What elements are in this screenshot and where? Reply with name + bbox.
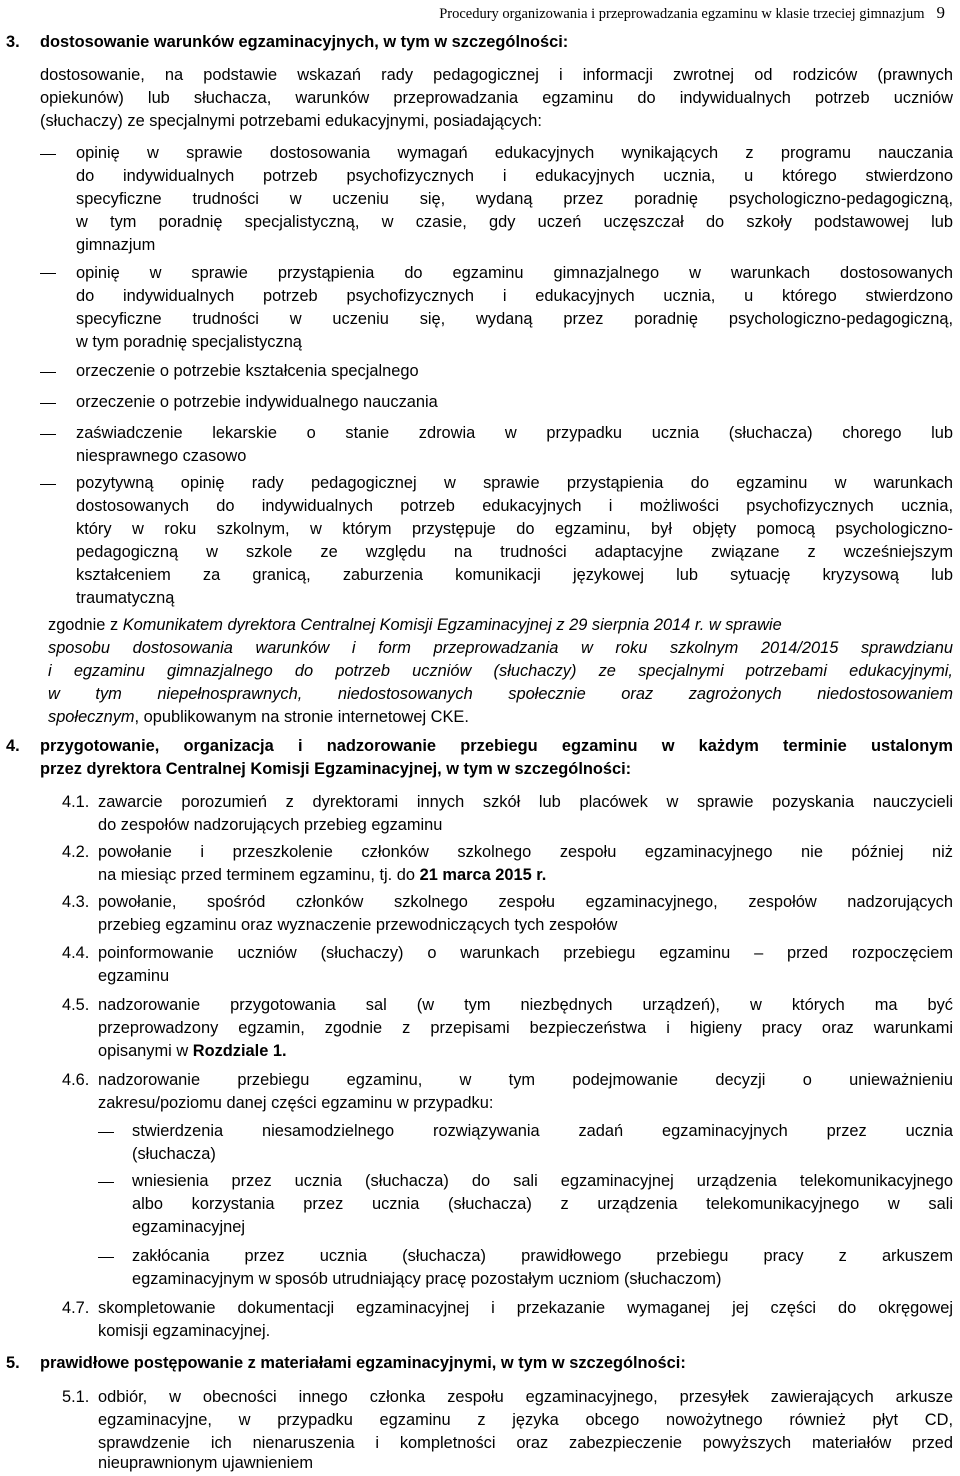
- subsection-text: opisanymi w: [98, 1042, 193, 1060]
- page-number: 9: [936, 3, 945, 22]
- subsection-line: nieuprawnionym ujawnieniem: [98, 1454, 314, 1472]
- communique-title: Komunikatem dyrektora Centralnej Komisji Egzaminacyjnej z 29 sierpnia 2014 r.: [122, 616, 705, 634]
- item-line: specyficzne trudności w uczeniu się, wydaną przez poradnię psychologiczno-pedagogiczną,: [76, 310, 953, 328]
- closing-text: w sprawie: [708, 616, 782, 634]
- item-line: w tym poradnię specjalistyczną, w czasie, gdy uczeń uczęszczał do szkoły podstawowej lub: [76, 213, 953, 231]
- closing-line-5: [48, 706, 469, 730]
- subsection-line: skompletowanie dokumentacji egzaminacyjnej i przekazanie wymaganej jej części do okręgowej: [98, 1299, 953, 1317]
- closing-text: , opublikowanym na stronie internetowej CKE.: [134, 708, 469, 726]
- dash-bullet: [40, 154, 56, 155]
- section-5-title: prawidłowe postępowanie z materiałami egzaminacyjnymi, w tym w szczególności:: [40, 1354, 686, 1372]
- dash-bullet: [40, 434, 56, 435]
- closing-line: sposobu dostosowania warunków i form przeprowadzania w roku szkolnym 2014/2015 sprawdzianu: [48, 639, 953, 657]
- subsection-line: odbiór, w obecności innego członka zespołu egzaminacyjnego, przesyłek zawierających arkusze: [98, 1388, 953, 1406]
- subsection-number: 4.5.: [62, 996, 90, 1014]
- item-line: opinię w sprawie przystąpienia do egzaminu gimnazjalnego w warunkach dostosowanych: [76, 264, 953, 282]
- item-line: do indywidualnych potrzeb psychofizycznych i edukacyjnych ucznia, u którego stwierdzono: [76, 287, 953, 305]
- subsection-number: 4.2.: [62, 843, 90, 861]
- closing-line-1: [48, 614, 782, 638]
- intro-line: dostosowanie, na podstawie wskazań rady pedagogicznej i informacji zwrotnej od rodziców (prawnych: [40, 66, 953, 84]
- item-line: gimnazjum: [76, 236, 156, 254]
- subsection-line: nadzorowanie przygotowania sal (w tym niezbędnych urządzeń), w których ma być: [98, 996, 953, 1014]
- dash-bullet: [40, 372, 56, 373]
- sub-item-line: wniesienia przez ucznia (słuchacza) do sali egzaminacyjnej urządzenia telekomunikacyjnego: [132, 1172, 953, 1190]
- subsection-text: na miesiąc przed terminem egzaminu, tj. do: [98, 866, 420, 884]
- dash-bullet: [98, 1257, 114, 1258]
- closing-line: w tym niepełnosprawnych, niedostosowanych społecznie oraz zagrożonych niedostosowaniem: [48, 685, 953, 703]
- subsection-number: 4.3.: [62, 893, 90, 911]
- dash-bullet: [98, 1132, 114, 1133]
- item-line: zaświadczenie lekarskie o stanie zdrowia w przypadku ucznia (słuchacza) chorego lub: [76, 424, 953, 442]
- item-line: niesprawnego czasowo: [76, 447, 247, 465]
- sub-item-line: (słuchacza): [132, 1145, 216, 1163]
- closing-line: i egzaminu gimnazjalnego do potrzeb uczniów (słuchaczy) ze specjalnymi potrzebami edukacyjnymi,: [48, 662, 953, 680]
- subsection-line: przeprowadzony egzamin, zgodnie z przepisami bezpieczeństwa i higieny pracy oraz warunkami: [98, 1019, 953, 1037]
- dash-bullet: [40, 484, 56, 485]
- item-line: orzeczenie o potrzebie kształcenia specjalnego: [76, 362, 419, 380]
- item-line: traumatyczną: [76, 589, 175, 607]
- subsection-line: [98, 864, 546, 888]
- item-line: dostosowanych do indywidualnych potrzeb edukacyjnych i możliwości psychofizycznych ucznia,: [76, 497, 953, 515]
- closing-text: społecznym: [48, 708, 135, 726]
- section-5-number: 5.: [6, 1354, 20, 1372]
- sub-item-line: zakłócania przez ucznia (słuchacza) prawidłowego przebiegu pracy z arkuszem: [132, 1247, 953, 1265]
- item-line: pozytywną opinię rady pedagogicznej w sprawie przystąpienia do egzaminu w warunkach: [76, 474, 953, 492]
- subsection-line: [98, 1040, 287, 1064]
- closing-text: zgodnie z: [48, 616, 123, 634]
- item-line: orzeczenie o potrzebie indywidualnego nauczania: [76, 393, 438, 411]
- subsection-number: 4.1.: [62, 793, 90, 811]
- sub-item-line: stwierdzenia niesamodzielnego rozwiązywania zadań egzaminacyjnych przez ucznia: [132, 1122, 953, 1140]
- section-3-title: dostosowanie warunków egzaminacyjnych, w tym w szczególności:: [40, 33, 569, 51]
- item-line: opinię w sprawie dostosowania wymagań edukacyjnych wynikających z programu nauczania: [76, 144, 953, 162]
- subsection-line: sprawdzenie ich nienaruszenia i kompletności oraz zabezpieczenie powyższych materiałów przed: [98, 1434, 953, 1452]
- section-4-number: 4.: [6, 737, 20, 755]
- sub-item-line: egzaminacyjnym w sposób utrudniający pracę pozostałym uczniom (słuchaczom): [132, 1270, 722, 1288]
- subsection-number: 5.1.: [62, 1388, 90, 1406]
- item-line: kształceniem za granicą, zaburzenia komunikacji językowej lub sytuację kryzysową lub: [76, 566, 953, 584]
- deadline-date: 21 marca 2015 r.: [419, 866, 547, 884]
- subsection-line: do zespołów nadzorujących przebieg egzaminu: [98, 816, 443, 834]
- subsection-line: powołanie i przeszkolenie członków szkolnego zespołu egzaminacyjnego nie później niż: [98, 843, 953, 861]
- section-3-number: 3.: [6, 33, 20, 51]
- item-line: pedagogiczną w szkole ze względu na trudności adaptacyjne związane z wcześniejszym: [76, 543, 953, 561]
- section-4-title: przez dyrektora Centralnej Komisji Egzaminacyjnej, w tym w szczególności:: [40, 760, 632, 778]
- subsection-line: nadzorowanie przebiegu egzaminu, w tym podejmowanie decyzji o unieważnieniu: [98, 1071, 953, 1089]
- dash-bullet: [98, 1182, 114, 1183]
- intro-line: opiekunów) lub słuchacza, warunków przeprowadzania egzaminu do indywidualnych potrzeb uczniów: [40, 89, 953, 107]
- subsection-line: komisji egzaminacyjnej.: [98, 1322, 271, 1340]
- dash-bullet: [40, 273, 56, 274]
- subsection-number: 4.7.: [62, 1299, 90, 1317]
- subsection-line: powołanie, spośród członków szkolnego zespołu egzaminacyjnego, zespołów nadzorujących: [98, 893, 953, 911]
- chapter-reference: Rozdziale 1.: [192, 1042, 287, 1060]
- subsection-number: 4.4.: [62, 944, 90, 962]
- sub-item-line: albo korzystania przez ucznia (słuchacza) z urządzenia telekomunikacyjnego w sali: [132, 1195, 953, 1213]
- subsection-line: poinformowanie uczniów (słuchaczy) o warunkach przebiegu egzaminu – przed rozpoczęciem: [98, 944, 953, 962]
- intro-line: (słuchaczy) ze specjalnymi potrzebami edukacyjnymi, posiadających:: [40, 112, 542, 130]
- subsection-line: zakresu/poziomu danej części egzaminu w przypadku:: [98, 1094, 494, 1112]
- subsection-line: egzaminacyjne, w przypadku egzaminu z języka obcego nowożytnego również płyt CD,: [98, 1411, 953, 1429]
- running-header: [0, 3, 945, 23]
- item-line: który w roku szkolnym, w którym przystępuje do egzaminu, był objęty pomocą psychologiczno-: [76, 520, 953, 538]
- running-title: Procedury organizowania i przeprowadzania egzaminu w klasie trzeciej gimnazjum: [439, 6, 925, 22]
- item-line: do indywidualnych potrzeb psychofizycznych i edukacyjnych ucznia, u którego stwierdzono: [76, 167, 953, 185]
- subsection-line: egzaminu: [98, 967, 170, 985]
- item-line: w tym poradnię specjalistyczną: [76, 333, 302, 351]
- sub-item-line: egzaminacyjnej: [132, 1218, 245, 1236]
- subsection-line: zawarcie porozumień z dyrektorami innych szkół lub placówek w sprawie pozyskania nauczycieli: [98, 793, 953, 811]
- section-4-title: przygotowanie, organizacja i nadzorowanie przebiegu egzaminu w każdym terminie ustalonym: [40, 737, 953, 755]
- dash-bullet: [40, 403, 56, 404]
- subsection-number: 4.6.: [62, 1071, 90, 1089]
- subsection-line: przebieg egzaminu oraz wyznaczenie przewodniczących tych zespołów: [98, 916, 618, 934]
- item-line: specyficzne trudności w uczeniu się, wydaną przez poradnię psychologiczno-pedagogiczną,: [76, 190, 953, 208]
